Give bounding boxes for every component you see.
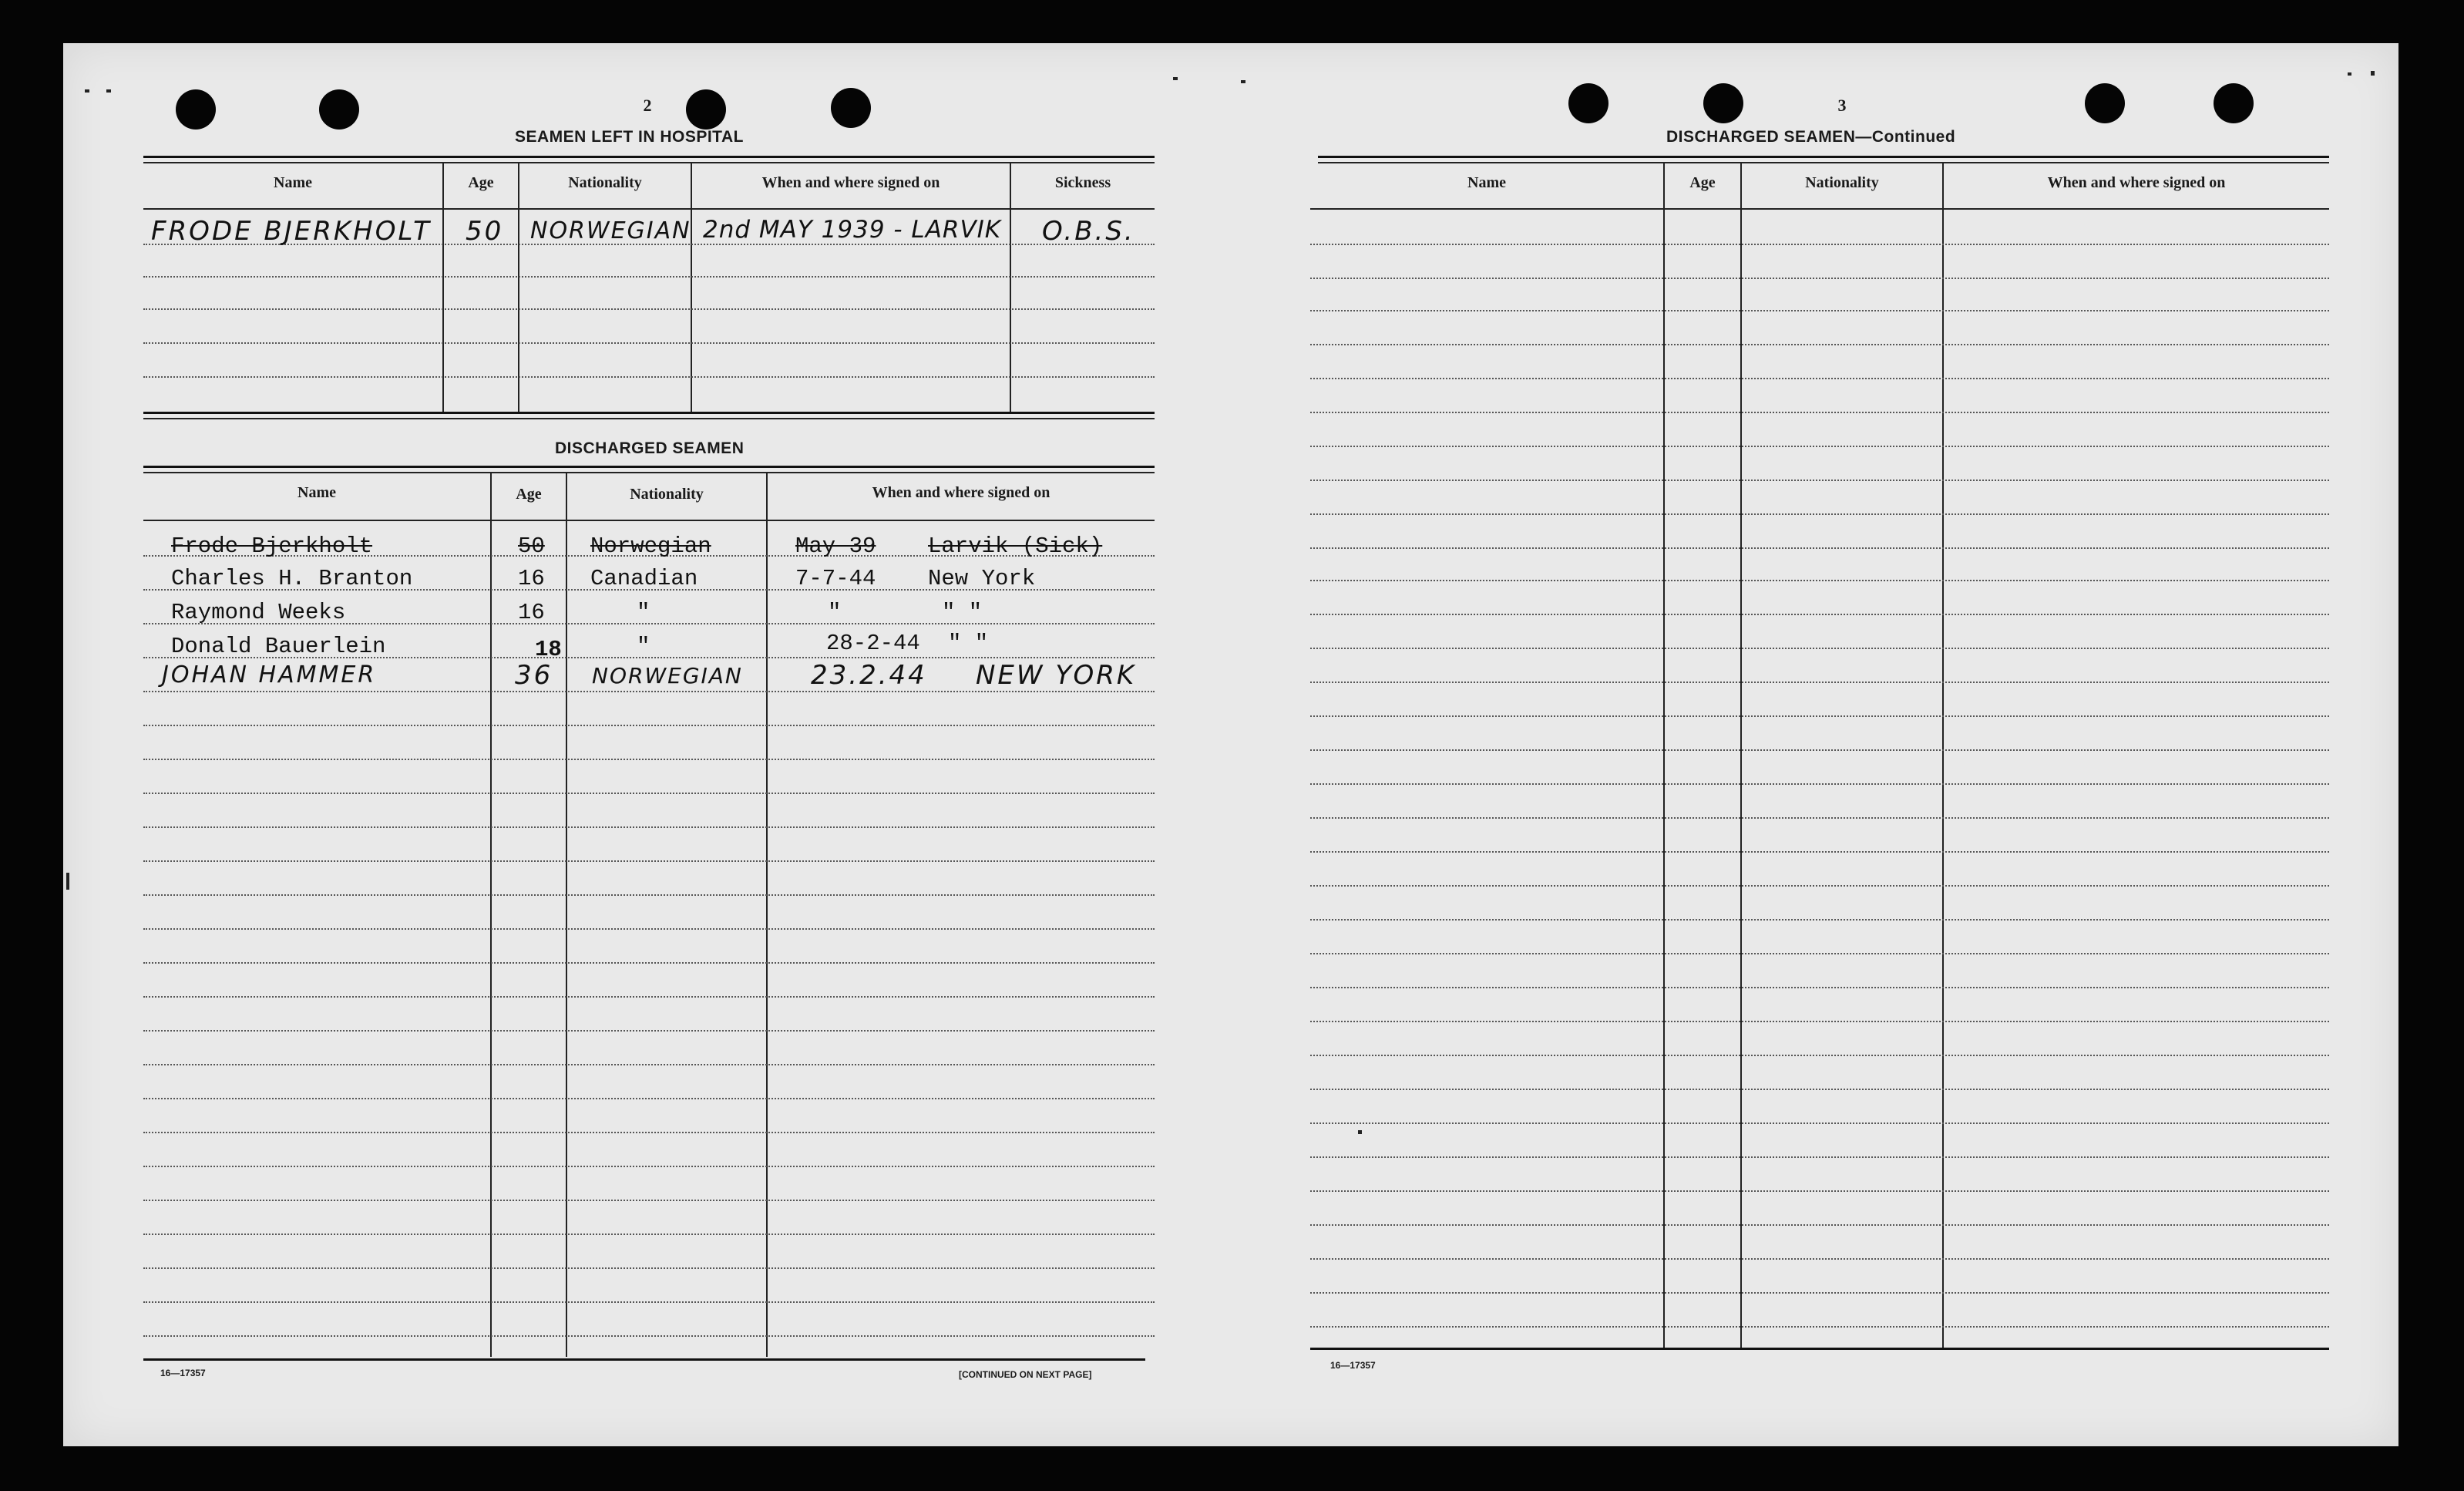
hospital-row-age: 50 xyxy=(466,216,504,247)
punch-hole xyxy=(831,88,871,128)
page-number: 2 xyxy=(643,96,652,115)
hospital-row-signed-on: 2nd MAY 1939 - LARVIK xyxy=(703,216,1002,244)
col-header-sickness: Sickness xyxy=(1054,174,1111,191)
col-header-age: Age xyxy=(1689,174,1716,191)
row-rule xyxy=(1310,885,2329,887)
column-rule xyxy=(442,163,444,412)
discharged-row-nationality: Canadian xyxy=(590,566,698,591)
row-rule xyxy=(1310,547,2329,549)
row-rule xyxy=(143,308,1155,310)
page-number: 3 xyxy=(1837,96,1847,115)
discharged-continued-title-suffix: —Continued xyxy=(1855,128,1956,146)
discharged-row-nationality: " xyxy=(637,634,650,659)
row-rule xyxy=(1310,919,2329,921)
discharged-row-name: Donald Bauerlein xyxy=(171,634,386,659)
discharged-continued-title-main: DISCHARGED SEAMEN xyxy=(1666,128,1856,146)
row-rule xyxy=(1310,749,2329,751)
punch-hole xyxy=(176,89,216,130)
punch-hole xyxy=(686,89,726,130)
row-rule xyxy=(1310,953,2329,954)
row-rule xyxy=(1310,648,2329,649)
row-rule xyxy=(1310,715,2329,717)
column-rule xyxy=(518,163,519,412)
hospital-row-sickness: O.B.S. xyxy=(1042,216,1135,247)
row-rule xyxy=(143,928,1155,930)
col-header-nationality: Nationality xyxy=(1805,174,1879,191)
row-rule xyxy=(1310,513,2329,515)
row-rule xyxy=(1310,378,2329,379)
form-number: 16—17357 xyxy=(1330,1360,1376,1371)
row-rule xyxy=(1310,412,2329,413)
row-rule xyxy=(143,1030,1155,1032)
column-rule xyxy=(1010,163,1011,412)
row-rule xyxy=(143,725,1155,726)
discharged-row-name: Charles H. Branton xyxy=(171,566,413,591)
discharged-row-age: 50 xyxy=(518,533,545,559)
discharged-row-signed-date: 23.2.44 xyxy=(811,660,927,691)
column-rule xyxy=(1942,163,1944,1348)
row-rule xyxy=(1310,817,2329,819)
row-rule xyxy=(1310,1258,2329,1260)
row-rule xyxy=(1310,1122,2329,1124)
discharged-row-name: JOHAN HAMMER xyxy=(162,661,377,688)
speck xyxy=(1358,1130,1362,1134)
row-rule xyxy=(143,1234,1155,1235)
table-rule xyxy=(143,162,1155,163)
row-rule xyxy=(143,793,1155,794)
row-rule xyxy=(143,276,1155,278)
col-header-signed-on: When and where signed on xyxy=(761,174,940,191)
discharged-row-name: Frode Bjerkholt xyxy=(171,533,373,559)
punch-hole xyxy=(1703,83,1743,123)
row-rule xyxy=(1310,580,2329,581)
col-header-signed-on: When and where signed on xyxy=(872,484,1050,501)
column-rule xyxy=(566,473,567,1357)
discharged-row-signed-place: Larvik (Sick) xyxy=(928,533,1103,559)
row-rule xyxy=(1310,987,2329,988)
discharged-continued-title xyxy=(1666,128,1955,146)
row-rule xyxy=(143,962,1155,964)
discharged-row-age: 36 xyxy=(515,660,553,691)
table-rule xyxy=(143,156,1155,158)
table-rule xyxy=(1318,162,2329,163)
speck xyxy=(2371,71,2375,76)
hospital-section-title: SEAMEN LEFT IN HOSPITAL xyxy=(515,128,744,146)
row-rule xyxy=(1310,1292,2329,1294)
punch-hole xyxy=(2214,83,2254,123)
form-number: 16—17357 xyxy=(160,1368,206,1378)
row-rule xyxy=(1310,1326,2329,1328)
speck xyxy=(1173,77,1178,80)
table-rule xyxy=(143,466,1155,468)
speck xyxy=(1241,80,1245,83)
row-rule xyxy=(143,1267,1155,1269)
row-rule xyxy=(1310,783,2329,785)
row-rule xyxy=(1310,1224,2329,1226)
discharged-row-age: 18 xyxy=(535,637,562,662)
table-rule xyxy=(1310,1348,2329,1350)
col-header-nationality: Nationality xyxy=(630,486,704,503)
column-rule xyxy=(1663,163,1665,1348)
row-rule xyxy=(1310,682,2329,683)
row-rule xyxy=(143,342,1155,344)
speck xyxy=(85,89,89,93)
column-rule xyxy=(766,473,768,1357)
row-rule xyxy=(1310,851,2329,853)
discharged-row-name: Raymond Weeks xyxy=(171,600,346,625)
row-rule xyxy=(143,691,1155,692)
table-rule xyxy=(1310,208,2329,210)
row-rule xyxy=(1310,614,2329,615)
discharged-row-nationality: Norwegian xyxy=(590,533,711,559)
row-rule xyxy=(143,1166,1155,1167)
hospital-row-name: FRODE BJERKHOLT xyxy=(151,216,432,247)
row-rule xyxy=(143,996,1155,998)
row-rule xyxy=(1310,1089,2329,1090)
col-header-name: Name xyxy=(274,174,312,191)
row-rule xyxy=(1310,310,2329,311)
row-rule xyxy=(1310,1055,2329,1056)
col-header-name: Name xyxy=(1467,174,1506,191)
discharged-row-signed-date: " xyxy=(828,600,842,625)
discharged-row-signed-place: " " xyxy=(942,600,983,625)
discharged-row-age: 16 xyxy=(518,566,545,591)
discharged-row-signed-place: New York xyxy=(928,566,1036,591)
col-header-signed-on: When and where signed on xyxy=(2047,174,2226,191)
col-header-age: Age xyxy=(468,174,494,191)
row-rule xyxy=(143,860,1155,862)
table-rule xyxy=(143,412,1155,414)
speck xyxy=(106,89,111,93)
punch-hole xyxy=(2085,83,2125,123)
column-rule xyxy=(691,163,692,412)
row-rule xyxy=(143,759,1155,760)
speck xyxy=(2348,72,2351,76)
discharged-row-age: 16 xyxy=(518,600,545,625)
table-rule xyxy=(143,520,1155,521)
hospital-row-nationality: NORWEGIAN xyxy=(530,217,691,244)
table-rule xyxy=(1318,156,2329,158)
column-rule xyxy=(490,473,492,1357)
discharged-row-signed-date: 28-2-44 xyxy=(826,631,920,656)
speck xyxy=(66,873,69,890)
continued-note: [CONTINUED ON NEXT PAGE] xyxy=(959,1369,1092,1380)
row-rule xyxy=(1310,1190,2329,1192)
discharged-row-nationality: NORWEGIAN xyxy=(592,663,743,688)
col-header-name: Name xyxy=(297,484,336,501)
table-rule xyxy=(143,1358,1145,1361)
table-rule xyxy=(143,208,1155,210)
table-rule xyxy=(143,472,1155,473)
punch-hole xyxy=(1568,83,1608,123)
table-rule xyxy=(143,418,1155,419)
row-rule xyxy=(143,894,1155,896)
row-rule xyxy=(143,1098,1155,1099)
row-rule xyxy=(143,1064,1155,1065)
row-rule xyxy=(1310,1156,2329,1158)
discharged-row-nationality: " xyxy=(637,600,650,625)
row-rule xyxy=(1310,1021,2329,1022)
row-rule xyxy=(1310,446,2329,447)
discharged-row-signed-date: May 39 xyxy=(795,533,876,559)
col-header-age: Age xyxy=(516,486,542,503)
row-rule xyxy=(143,826,1155,828)
row-rule xyxy=(143,1132,1155,1133)
row-rule xyxy=(143,376,1155,378)
row-rule xyxy=(1310,480,2329,481)
row-rule xyxy=(143,1200,1155,1201)
discharged-row-signed-place: NEW YORK xyxy=(976,660,1137,691)
row-rule xyxy=(143,1301,1155,1303)
row-rule xyxy=(1310,278,2329,279)
row-rule xyxy=(1310,244,2329,245)
discharged-row-signed-place: " " xyxy=(948,631,989,656)
column-rule xyxy=(1740,163,1742,1348)
document-sheet xyxy=(63,43,2398,1446)
discharged-section-title: DISCHARGED SEAMEN xyxy=(555,439,745,457)
row-rule xyxy=(1310,344,2329,345)
discharged-row-signed-date: 7-7-44 xyxy=(795,566,876,591)
col-header-nationality: Nationality xyxy=(568,174,642,191)
punch-hole xyxy=(319,89,359,130)
row-rule xyxy=(143,1335,1155,1337)
